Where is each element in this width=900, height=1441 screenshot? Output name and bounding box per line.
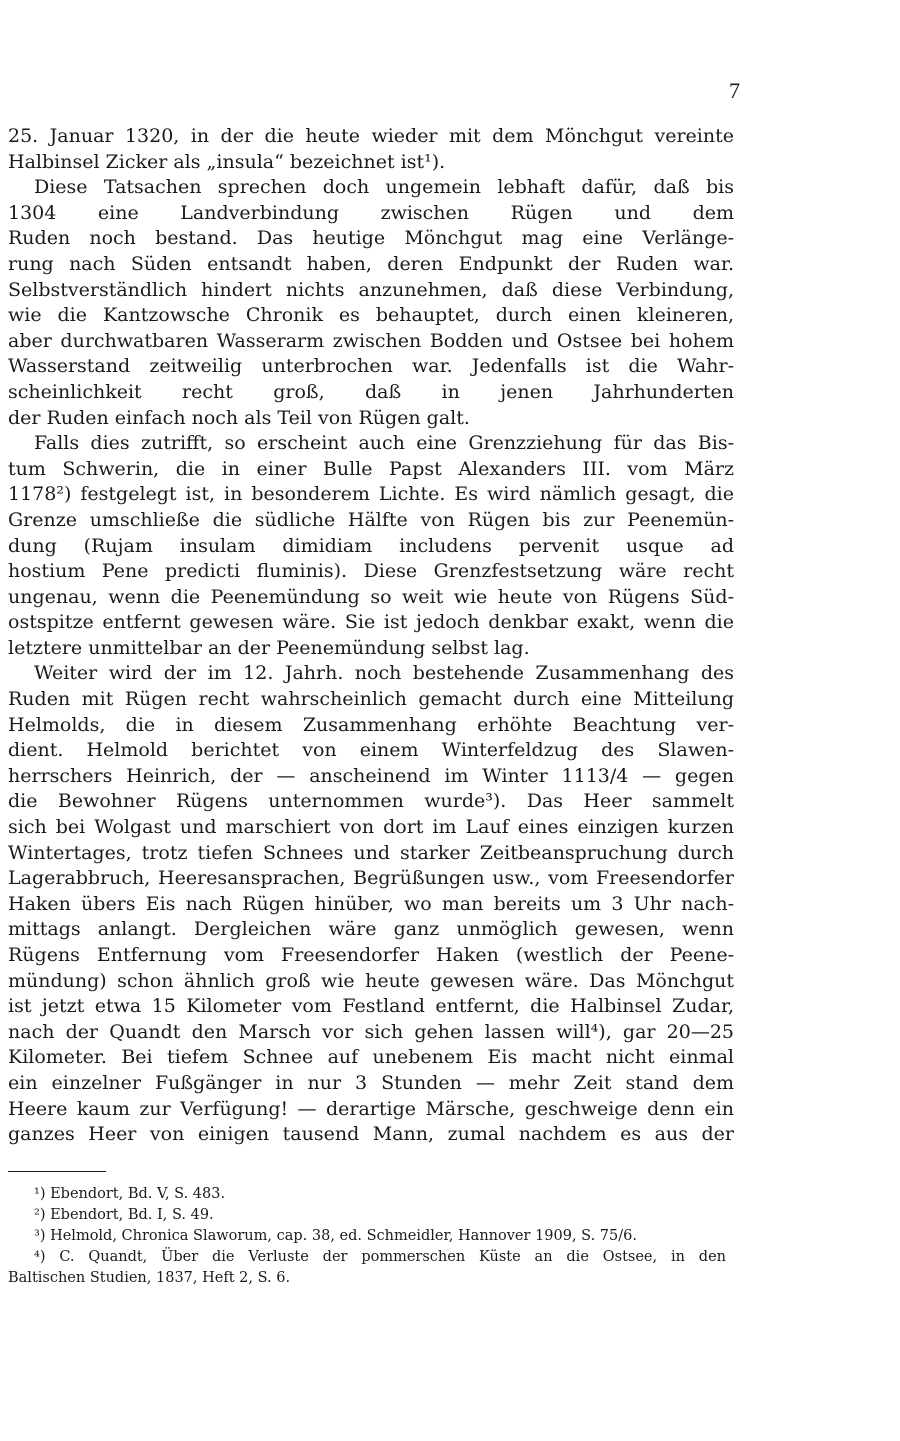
text-line: aber durchwatbaren Wasserarm zwischen Bodden und Ostsee bei hohem [8,329,734,352]
footnote-continuation: Baltischen Studien, 1837, Heft 2, S. 6. [8,1270,291,1286]
text-line: letztere unmittelbar an der Peenemündung selbst lag. [8,636,530,659]
text-line: tum Schwerin, die in einer Bulle Papst Alexanders III. vom März [8,457,734,480]
text-line: Halbinsel Zicker als „insula“ bezeichnet ist¹). [8,150,446,173]
text-line: scheinlichkeit recht groß, daß in jenen Jahrhunderten [8,380,734,403]
text-line: Lagerabbruch, Heeresansprachen, Begrüßungen usw., vom Freesendorfer [8,867,734,890]
text-line: Haken übers Eis nach Rügen hinüber, wo man bereits um 3 Uhr nach- [8,892,734,915]
text-line: Wasserstand zeitweilig unterbrochen war. Jedenfalls ist die Wahr- [8,355,734,378]
text-line: Selbstverständlich hindert nichts anzunehmen, daß diese Verbindung, [8,278,734,301]
text-line: ostspitze entfernt gewesen wäre. Sie ist jedoch denkbar exakt, wenn die [8,611,734,634]
text-line: 25. Januar 1320, in der die heute wieder mit dem Mönchgut vereinte [8,125,734,147]
text-line: dung (Rujam insulam dimidiam includens pervenit usque ad [8,534,734,557]
text-line: sich bei Wolgast und marschiert von dort im Lauf eines einzigen kurzen [8,816,734,839]
text-line: Ruden noch bestand. Das heutige Mönchgut mag eine Verlänge- [8,227,734,250]
text-line: ungenau, wenn die Peenemündung so weit wie heute von Rügens Süd- [8,585,734,608]
text-line: Weiter wird der im 12. Jahrh. noch bestehende Zusammenhang des [34,662,734,685]
footnote: ⁴) C. Quandt, Über die Verluste der pommerschen Küste an die Ostsee, in den [34,1249,726,1265]
text-line: Wintertages, trotz tiefen Schnees und starker Zeitbeanspruchung durch [8,841,734,864]
text-line: hostium Pene predicti fluminis). Diese Grenzfestsetzung wäre recht [8,560,734,583]
text-line: Helmolds, die in diesem Zusammenhang erhöhte Beachtung ver- [8,713,734,736]
text-line: Falls dies zutrifft, so erscheint auch eine Grenzziehung für das Bis- [34,432,734,455]
text-line: Diese Tatsachen sprechen doch ungemein lebhaft dafür, daß bis [34,176,734,199]
footnote-divider [8,1171,106,1172]
footnote: ²) Ebendort, Bd. I, S. 49. [34,1207,214,1223]
text-line: 1304 eine Landverbindung zwischen Rügen und dem [8,201,734,224]
text-line: mündung) schon ähnlich groß wie heute gewesen wäre. Das Mönchgut [8,969,734,992]
text-line: Grenze umschließe die südliche Hälfte von Rügen bis zur Peenemün- [8,508,734,531]
footnotes [8,1184,726,1289]
text-line: Ruden mit Rügen recht wahrscheinlich gemacht durch eine Mitteilung [8,688,734,711]
text-line: Heere kaum zur Verfügung! — derartige Märsche, geschweige denn ein [8,1097,734,1120]
text-line: ein einzelner Fußgänger in nur 3 Stunden — mehr Zeit stand dem [8,1071,734,1094]
text-line: 1178²) festgelegt ist, in besonderem Lichte. Es wird nämlich gesagt, die [8,483,734,506]
body-text [8,124,734,1148]
text-line: der Ruden einfach noch als Teil von Rügen galt. [8,406,470,429]
text-line: ist jetzt etwa 15 Kilometer vom Festland entfernt, die Halbinsel Zudar, [8,995,734,1018]
text-line: Kilometer. Bei tiefem Schnee auf unebenem Eis macht nicht einmal [8,1046,734,1069]
text-line: herrschers Heinrich, der — anscheinend im Winter 1113/4 — gegen [8,764,734,787]
footnote: ³) Helmold, Chronica Slaworum, cap. 38, ed. Schmeidler, Hannover 1909, S. 75/6. [34,1228,637,1244]
text-line: wie die Kantzowsche Chronik es behauptet, durch einen kleineren, [8,304,734,327]
text-line: Rügens Entfernung vom Freesendorfer Haken (westlich der Peene- [8,944,734,966]
text-line: ganzes Heer von einigen tausend Mann, zumal nachdem es aus der [8,1123,734,1146]
text-line: mittags anlangt. Dergleichen wäre ganz unmöglich gewesen, wenn [8,918,734,941]
page-number: 7 [729,78,740,103]
text-line: nach der Quandt den Marsch vor sich gehen lassen will⁴), gar 20—25 [8,1020,734,1043]
text-line: rung nach Süden entsandt haben, deren Endpunkt der Ruden war. [8,252,734,275]
text-line: die Bewohner Rügens unternommen wurde³). Das Heer sammelt [8,790,734,813]
text-line: dient. Helmold berichtet von einem Winterfeldzug des Slawen- [8,739,734,762]
footnote: ¹) Ebendort, Bd. V, S. 483. [34,1186,226,1202]
